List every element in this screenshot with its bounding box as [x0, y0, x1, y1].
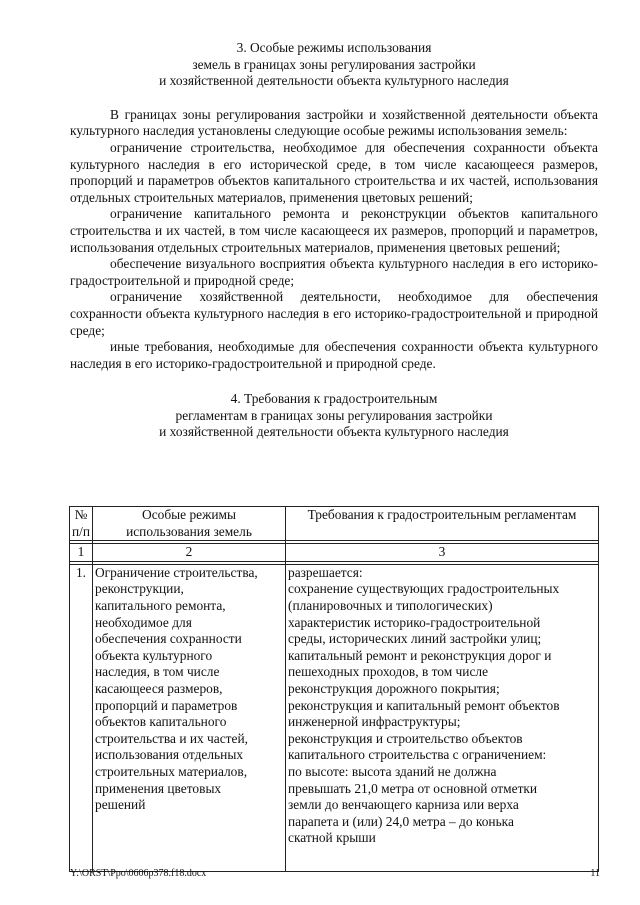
- section-3-intro: В границах зоны регулирования застройки и хозяйственной деятельности объекта культурного наследия установлены следующие особые режимы использования земель:: [70, 106, 598, 139]
- column-number: 1: [70, 544, 93, 562]
- header-number-cell: [70, 507, 93, 541]
- requirement-line: (планировочных и типологических): [288, 597, 493, 613]
- regime-line: наследия, в том числе: [95, 664, 220, 680]
- header-number-label: №: [74, 507, 88, 522]
- regime-line: объектов капитального: [95, 714, 227, 730]
- document-body: [70, 40, 598, 441]
- header-regime-label: использования земель: [126, 523, 252, 539]
- requirement-line: пешеходных проходов, в том числе: [288, 664, 489, 680]
- table-column-numbers-row: [70, 544, 599, 562]
- header-regime-label: Особые режимы: [142, 507, 236, 522]
- header-regime-cell: [93, 507, 286, 541]
- column-number: 3: [286, 544, 599, 562]
- section-4-heading: [70, 391, 598, 441]
- regime-item: обеспечение визуального восприятия объекта культурного наследия в его историко-градостроительной и природной среде;: [70, 256, 598, 288]
- section-4-title-line: и хозяйственной деятельности объекта культурного наследия: [159, 424, 509, 440]
- column-number: 2: [93, 544, 286, 562]
- requirement-line: скатной крыши: [288, 830, 376, 846]
- requirement-line: реконструкция дорожного покрытия;: [288, 680, 500, 696]
- regime-item: иные требования, необходимые для обеспечения сохранности объекта культурного наследия в его историко-градостроительной и природной среде.: [70, 339, 598, 371]
- regulations-table: [69, 506, 599, 872]
- requirement-line: реконструкция и капитальный ремонт объектов: [288, 697, 560, 713]
- regime-item: ограничение строительства, необходимое для обеспечения сохранности объекта культурного наследия в его исторической среде, в том числе касающееся размеров, пропорций и параметров объектов капитального строительства и их частей, использования отдельных строительных материалов, применения цветовых решений;: [70, 139, 598, 205]
- header-requirements-label: Требования к градостроительным регламентам: [307, 507, 577, 522]
- section-3-heading: [70, 40, 598, 90]
- regime-line: строительства и их частей,: [95, 730, 248, 746]
- requirement-line: земли до венчающего карниза или верха: [288, 797, 519, 813]
- regime-line: пропорций и параметров: [95, 697, 238, 713]
- regime-line: необходимое для: [95, 614, 192, 630]
- requirement-line: инженерной инфраструктуры;: [288, 714, 461, 730]
- requirements-cell: [286, 564, 599, 871]
- header-number-label: п/п: [72, 523, 91, 539]
- requirement-line: парапета и (или) 24,0 метра – до конька: [288, 813, 514, 829]
- row-number: 1.: [70, 564, 93, 871]
- regime-item: ограничение капитального ремонта и реконструкции объектов капитального строительства и их частей, в том числе касающееся их размеров, пропорций и параметров, использования отдельных строительных материалов, применения цветовых решений;: [70, 206, 598, 255]
- requirement-line: сохранение существующих градостроительных: [288, 581, 560, 597]
- section-4-title-line: регламентам в границах зоны регулирования застройки: [175, 407, 493, 423]
- file-path: Y:\ORST\Ppo\0606p378.f18.docx: [70, 868, 207, 879]
- regime-cell: [93, 564, 286, 871]
- section-4-title-line: 4. Требования к градостроительным: [230, 391, 438, 407]
- regime-line: обеспечения сохранности: [95, 631, 242, 647]
- header-requirements-cell: [286, 507, 599, 541]
- regime-line: использования отдельных: [95, 747, 244, 763]
- requirement-line: капитальный ремонт и реконструкция дорог и: [288, 647, 552, 663]
- table-row: [70, 564, 599, 871]
- regime-line: Ограничение строительства,: [95, 564, 258, 580]
- regime-line: применения цветовых: [95, 780, 222, 796]
- section-3-title-line: и хозяйственной деятельности объекта культурного наследия: [159, 73, 509, 89]
- requirement-line: превышать 21,0 метра от основной отметки: [288, 780, 538, 796]
- regime-line: реконструкции,: [95, 581, 184, 597]
- requirement-line: реконструкция и строительство объектов: [288, 730, 523, 746]
- regime-line: капитального ремонта,: [95, 597, 226, 613]
- regime-line: касающееся размеров,: [95, 680, 223, 696]
- requirement-line: разрешается:: [288, 564, 363, 580]
- regime-item: ограничение хозяйственной деятельности, необходимое для обеспечения сохранности объекта культурного наследия в его историко-градостроительной и природной среде;: [70, 289, 598, 338]
- requirement-line: по высоте: высота зданий не должна: [288, 763, 497, 779]
- regime-line: решений: [95, 797, 146, 813]
- regime-line: строительных материалов,: [95, 763, 248, 779]
- page-number: 11: [590, 868, 600, 879]
- table-header-row: [70, 507, 599, 541]
- section-3-title-line: 3. Особые режимы использования: [236, 40, 432, 55]
- requirement-line: среды, исторических линий застройки улиц;: [288, 631, 542, 647]
- requirement-line: капитального строительства с ограничением:: [288, 747, 547, 763]
- section-3-title-line: земель в границах зоны регулирования застройки: [192, 56, 476, 72]
- regime-line: объекта культурного: [95, 647, 213, 663]
- requirement-line: характеристик историко-градостроительной: [288, 614, 541, 630]
